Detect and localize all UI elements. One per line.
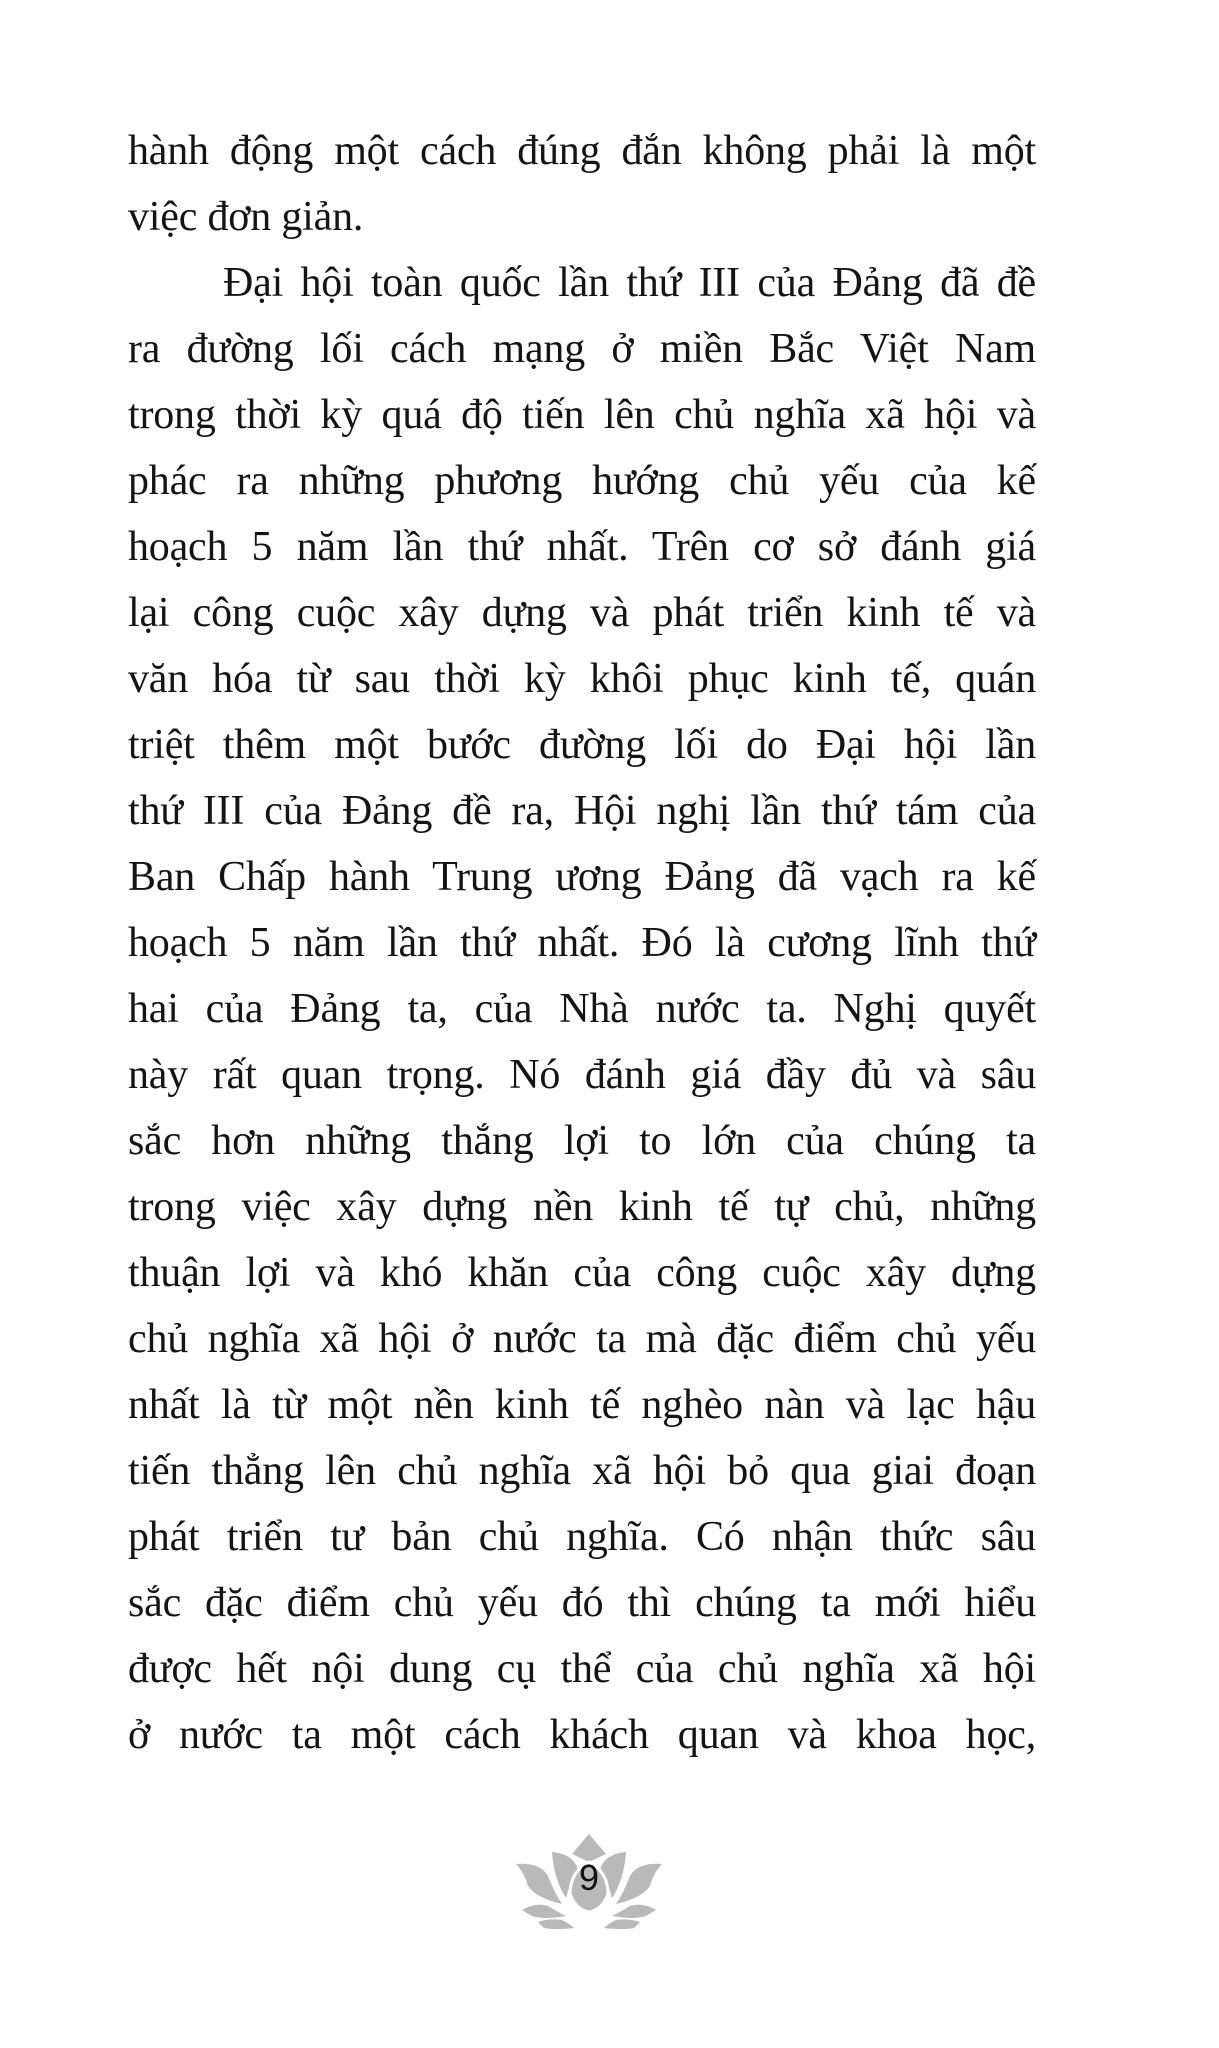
text-line: sắc hơn những thắng lợi to lớn của chúng ta <box>128 1118 1036 1164</box>
text-line-first-indented: Đại hội toàn quốc lần thứ III của Đảng đã đề <box>223 260 1036 306</box>
page-number: 9 <box>578 1857 600 1898</box>
body-text <box>128 118 1036 1768</box>
text-line: chủ nghĩa xã hội ở nước ta mà đặc điểm chủ yếu <box>128 1316 1036 1362</box>
text-line: phát triển tư bản chủ nghĩa. Có nhận thức sâu <box>128 1514 1036 1560</box>
text-line: tiến thẳng lên chủ nghĩa xã hội bỏ qua giai đoạn <box>128 1448 1036 1494</box>
paragraph <box>128 250 1036 1768</box>
text-line: nhất là từ một nền kinh tế nghèo nàn và lạc hậu <box>128 1382 1036 1428</box>
text-line: thứ III của Đảng đề ra, Hội nghị lần thứ tám của <box>128 788 1036 834</box>
text-line: hoạch 5 năm lần thứ nhất. Đó là cương lĩnh thứ <box>128 920 1036 966</box>
text-line: Ban Chấp hành Trung ương Đảng đã vạch ra kế <box>128 854 1036 900</box>
page-number-ornament <box>514 1832 664 1932</box>
text-line: này rất quan trọng. Nó đánh giá đầy đủ và sâu <box>128 1052 1036 1098</box>
text-line: được hết nội dung cụ thể của chủ nghĩa xã hội <box>128 1646 1036 1692</box>
text-line: thuận lợi và khó khăn của công cuộc xây dựng <box>128 1250 1036 1296</box>
text-line: lại công cuộc xây dựng và phát triển kinh tế và <box>128 590 1036 636</box>
text-line: hoạch 5 năm lần thứ nhất. Trên cơ sở đánh giá <box>128 524 1036 570</box>
text-line: trong việc xây dựng nền kinh tế tự chủ, những <box>128 1184 1036 1230</box>
text-line: triệt thêm một bước đường lối do Đại hội lần <box>128 722 1036 768</box>
text-line: sắc đặc điểm chủ yếu đó thì chúng ta mới hiểu <box>128 1580 1036 1626</box>
text-line: hai của Đảng ta, của Nhà nước ta. Nghị quyết <box>128 986 1036 1032</box>
text-line: phác ra những phương hướng chủ yếu của kế <box>128 458 1036 504</box>
text-line: ở nước ta một cách khách quan và khoa học, <box>128 1712 1036 1758</box>
text-line: trong thời kỳ quá độ tiến lên chủ nghĩa xã hội và <box>128 392 1036 438</box>
paragraph-continued <box>128 118 1036 250</box>
text-line-paragraph-end: việc đơn giản. <box>128 194 364 240</box>
text-line: ra đường lối cách mạng ở miền Bắc Việt Nam <box>128 326 1036 372</box>
text-line: văn hóa từ sau thời kỳ khôi phục kinh tế, quán <box>128 656 1036 702</box>
text-line: hành động một cách đúng đắn không phải là một <box>128 128 1036 174</box>
